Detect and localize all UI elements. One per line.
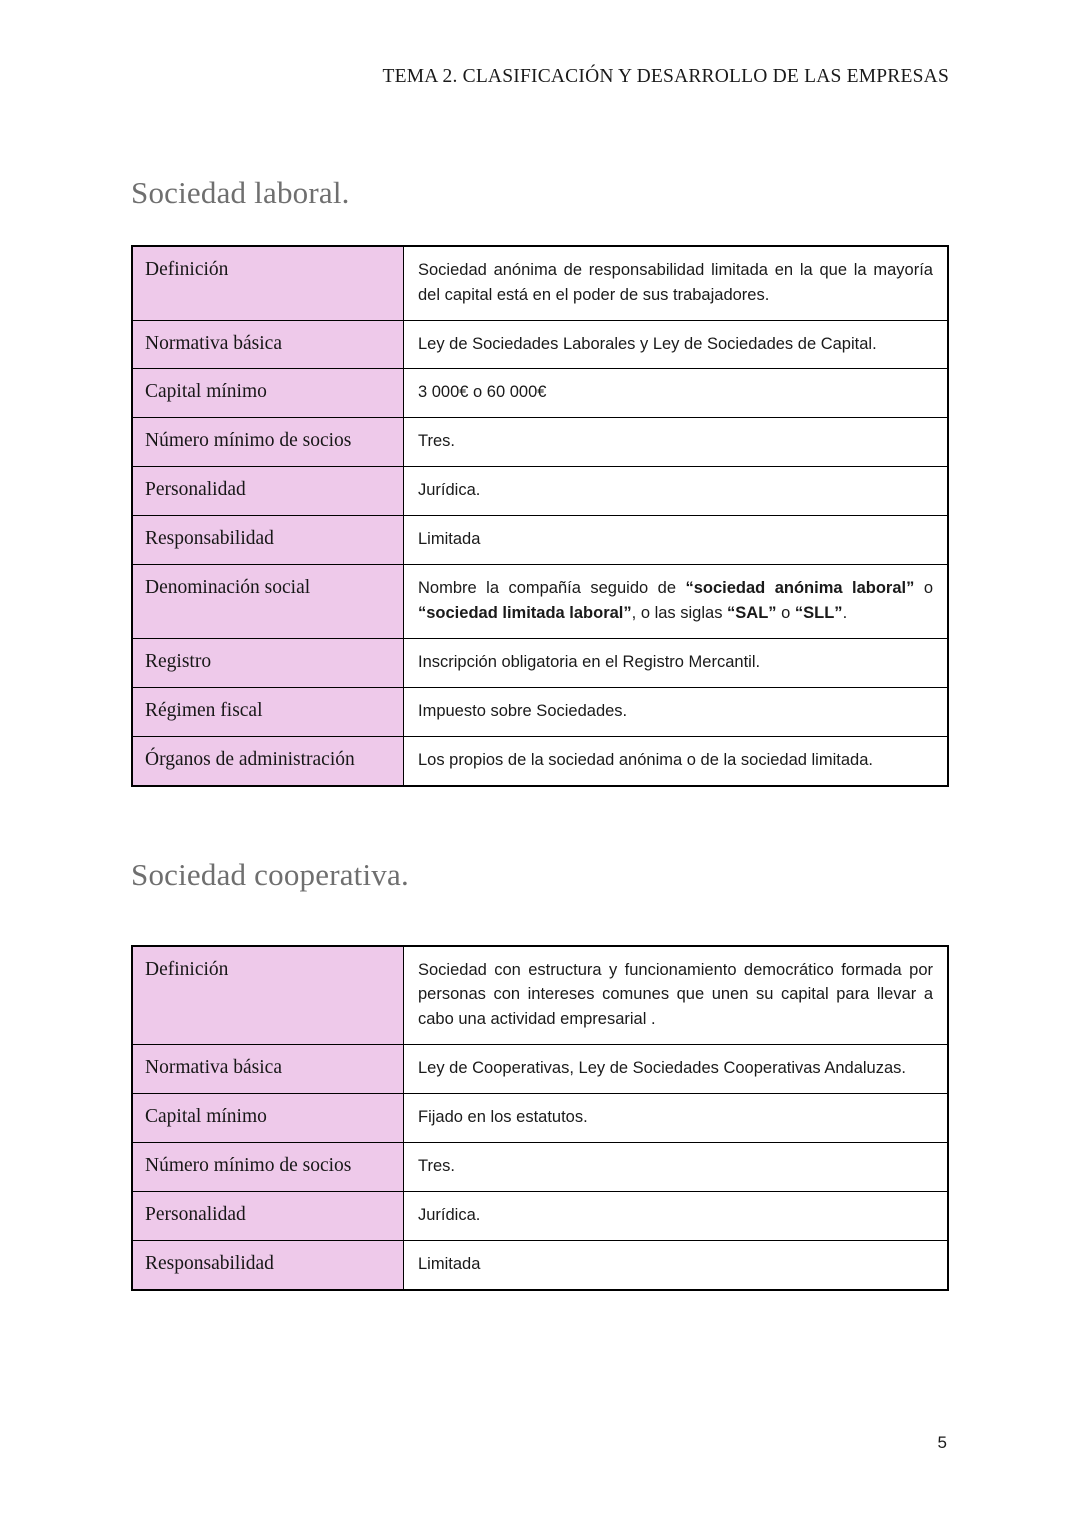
row-label: Normativa básica (132, 1044, 404, 1093)
section-title-sociedad-cooperativa: Sociedad cooperativa. (131, 856, 409, 892)
row-value: Inscripción obligatoria en el Registro Mercantil. (404, 638, 949, 687)
row-value: Impuesto sobre Sociedades. (404, 687, 949, 736)
table-row (132, 516, 948, 565)
table-row (132, 418, 948, 467)
row-label: Personalidad (132, 1191, 404, 1240)
row-value: Jurídica. (404, 1191, 949, 1240)
table-row (132, 320, 948, 369)
row-value: Tres. (404, 418, 949, 467)
table-sociedad-laboral (131, 245, 949, 787)
row-label: Capital mínimo (132, 369, 404, 418)
row-value: Limitada (404, 1240, 949, 1289)
table-row (132, 1240, 948, 1289)
row-label: Personalidad (132, 467, 404, 516)
row-label: Número mínimo de socios (132, 1142, 404, 1191)
row-value: 3 000€ o 60 000€ (404, 369, 949, 418)
table-row (132, 736, 948, 785)
table-row (132, 565, 948, 639)
row-value: Nombre la compañía seguido de “sociedad anónima laboral” o “sociedad limitada laboral”, o las siglas “SAL” o “SLL”. (404, 565, 949, 639)
row-label: Responsabilidad (132, 1240, 404, 1289)
table-row (132, 246, 948, 320)
row-label: Definición (132, 946, 404, 1045)
row-value: Limitada (404, 516, 949, 565)
table-row (132, 1142, 948, 1191)
row-value: Ley de Sociedades Laborales y Ley de Sociedades de Capital. (404, 320, 949, 369)
row-label: Responsabilidad (132, 516, 404, 565)
table-sociedad-cooperativa (131, 945, 949, 1291)
row-label: Normativa básica (132, 320, 404, 369)
row-value: Tres. (404, 1142, 949, 1191)
row-value: Sociedad con estructura y funcionamiento democrático formada por personas con intereses comunes que unen su capital para llevar a cabo una actividad empresarial . (404, 946, 949, 1045)
table-row (132, 638, 948, 687)
page-content (131, 175, 949, 1291)
table-row (132, 467, 948, 516)
row-value: Sociedad anónima de responsabilidad limitada en la que la mayoría del capital está en el poder de sus trabajadores. (404, 246, 949, 320)
page-number: 5 (937, 1433, 947, 1452)
table-row (132, 687, 948, 736)
row-value: Ley de Cooperativas, Ley de Sociedades Cooperativas Andaluzas. (404, 1044, 949, 1093)
row-value: Fijado en los estatutos. (404, 1093, 949, 1142)
section-title-sociedad-laboral: Sociedad laboral. (131, 175, 350, 210)
table-row (132, 946, 948, 1045)
row-label: Régimen fiscal (132, 687, 404, 736)
row-label: Registro (132, 638, 404, 687)
table-row (132, 1044, 948, 1093)
row-label: Denominación social (132, 565, 404, 639)
row-label: Definición (132, 246, 404, 320)
row-value: Los propios de la sociedad anónima o de la sociedad limitada. (404, 736, 949, 785)
row-label: Capital mínimo (132, 1093, 404, 1142)
table-row (132, 369, 948, 418)
table-row (132, 1191, 948, 1240)
table-row (132, 1093, 948, 1142)
row-value: Jurídica. (404, 467, 949, 516)
row-label: Órganos de administración (132, 736, 404, 785)
row-label: Número mínimo de socios (132, 418, 404, 467)
running-header: TEMA 2. CLASIFICACIÓN Y DESARROLLO DE LAS EMPRESAS (382, 66, 949, 87)
